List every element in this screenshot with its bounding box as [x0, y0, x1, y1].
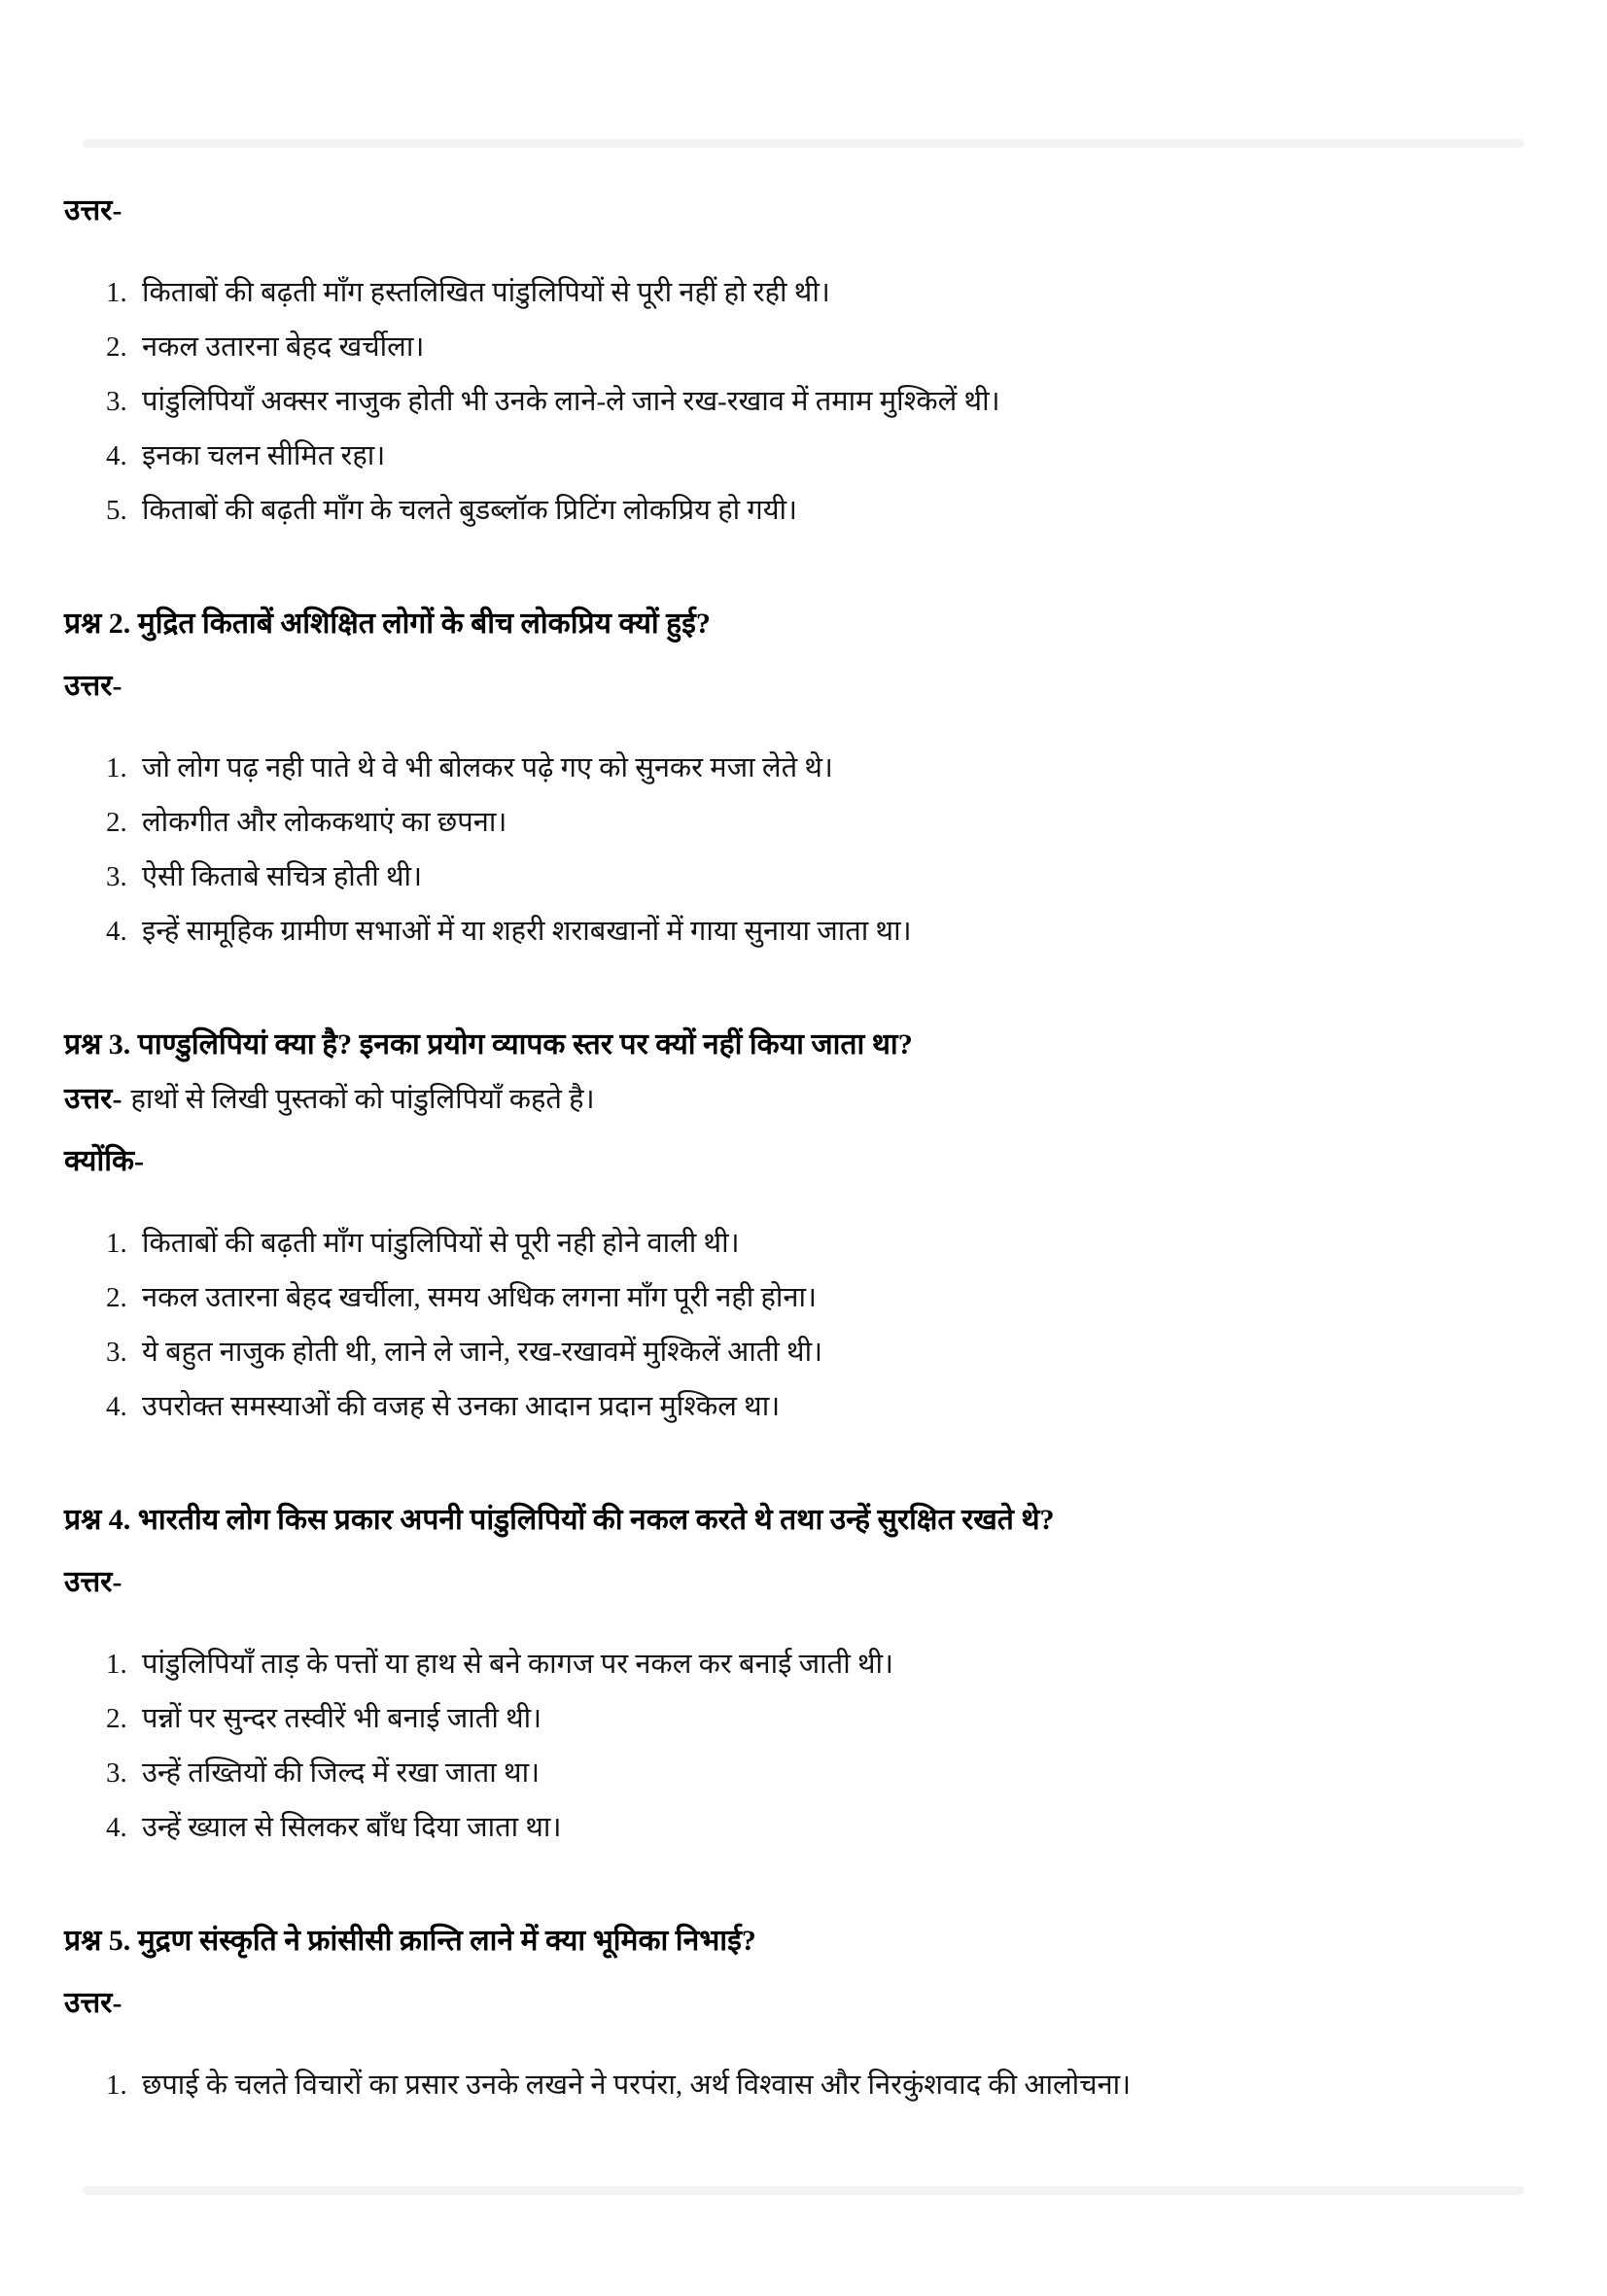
- list-item: 1. जो लोग पढ़ नही पाते थे वे भी बोलकर पढ़े गए को सुनकर मजा लेते थे।: [134, 751, 1539, 785]
- list-item: 2. नकल उतारना बेहद खर्चीला।: [134, 330, 1539, 365]
- list-item: 2. लोकगीत और लोककथाएं का छपना।: [134, 806, 1539, 840]
- answer-label-q1: उत्तर-: [64, 194, 122, 226]
- answer-list-q3: [64, 1227, 1539, 1424]
- list-item: 2. पन्नों पर सुन्दर तस्वीरें भी बनाई जाती थी।: [134, 1702, 1539, 1736]
- answer-intro-text: हाथों से लिखी पुस्तकों को पांडुलिपियाँ कहते है।: [130, 1084, 595, 1115]
- list-item: 5. किताबों की बढ़ती माँग के चलते बुडब्लॉक प्रिटिंग लोकप्रिय हो गयी।: [134, 494, 1539, 528]
- answer-list-q2: [64, 751, 1539, 949]
- list-item: 3. ये बहुत नाजुक होती थी, लाने ले जाने, रख-रखावमें मुश्किलें आती थी।: [134, 1336, 1539, 1370]
- list-item: 3. पांडुलिपियाँ अक्सर नाजुक होती भी उनके लाने-ले जाने रख-रखाव में तमाम मुश्किलें थी।: [134, 385, 1539, 419]
- list-item: 4. इनका चलन सीमित रहा।: [134, 439, 1539, 473]
- list-item: 4. उन्हें ख्याल से सिलकर बाँध दिया जाता था।: [134, 1811, 1539, 1845]
- list-item: 3. उन्हें तख्तियों की जिल्द में रखा जाता था।: [134, 1757, 1539, 1791]
- list-item: 1. छपाई के चलते विचारों का प्रसार उनके लखने ने परपंरा, अर्थ विश्वास और निरकुंशवाद की आलोचना।: [134, 2069, 1539, 2103]
- answer-list-q5: [64, 2069, 1539, 2103]
- list-item: 4. इन्हें सामूहिक ग्रामीण सभाओं में या शहरी शराबखानों में गाया सुनाया जाता था।: [134, 915, 1539, 949]
- answer-label-q3: उत्तर-: [64, 1083, 122, 1115]
- bottom-separator: [83, 2186, 1524, 2195]
- answer-label-q2: उत्तर-: [64, 670, 122, 702]
- question-2-heading: प्रश्न 2. मुद्रित किताबें अशिक्षित लोगों के बीच लोकप्रिय क्यों हुई?: [64, 608, 711, 640]
- answer-intro-q3: [64, 1081, 1539, 1118]
- list-item: 4. उपरोक्त समस्याओं की वजह से उनका आदान प्रदान मुश्किल था।: [134, 1390, 1539, 1424]
- list-item: 1. पांडुलिपियाँ ताड़ के पत्तों या हाथ से बने कागज पर नकल कर बनाई जाती थी।: [134, 1648, 1539, 1682]
- top-separator: [83, 139, 1524, 148]
- list-item: 1. किताबों की बढ़ती माँग पांडुलिपियों से पूरी नही होने वाली थी।: [134, 1227, 1539, 1261]
- answer-list-q1: [64, 276, 1539, 528]
- question-3-heading: प्रश्न 3. पाण्डुलिपियां क्या है? इनका प्रयोग व्यापक स्तर पर क्यों नहीं किया जाता था?: [64, 1028, 913, 1061]
- list-item: 2. नकल उतारना बेहद खर्चीला, समय अधिक लगना माँग पूरी नही होना।: [134, 1281, 1539, 1315]
- answer-label-q5: उत्तर-: [64, 1987, 122, 2019]
- list-item: 1. किताबों की बढ़ती माँग हस्तलिखित पांडुलिपियों से पूरी नहीं हो रही थी।: [134, 276, 1539, 310]
- list-item: 3. ऐसी किताबे सचित्र होती थी।: [134, 860, 1539, 894]
- question-4-heading: प्रश्न 4. भारतीय लोग किस प्रकार अपनी पांडुलिपियों की नकल करते थे तथा उन्हें सुरक्षित रखते थे?: [64, 1504, 1055, 1536]
- question-5-heading: प्रश्न 5. मुद्रण संस्कृति ने फ्रांसीसी क्रान्ति लाने में क्या भूमिका निभाई?: [64, 1925, 756, 1957]
- answer-list-q4: [64, 1648, 1539, 1845]
- answer-label-q4: उत्तर-: [64, 1566, 122, 1598]
- because-label-q3: क्योंकि-: [64, 1145, 145, 1177]
